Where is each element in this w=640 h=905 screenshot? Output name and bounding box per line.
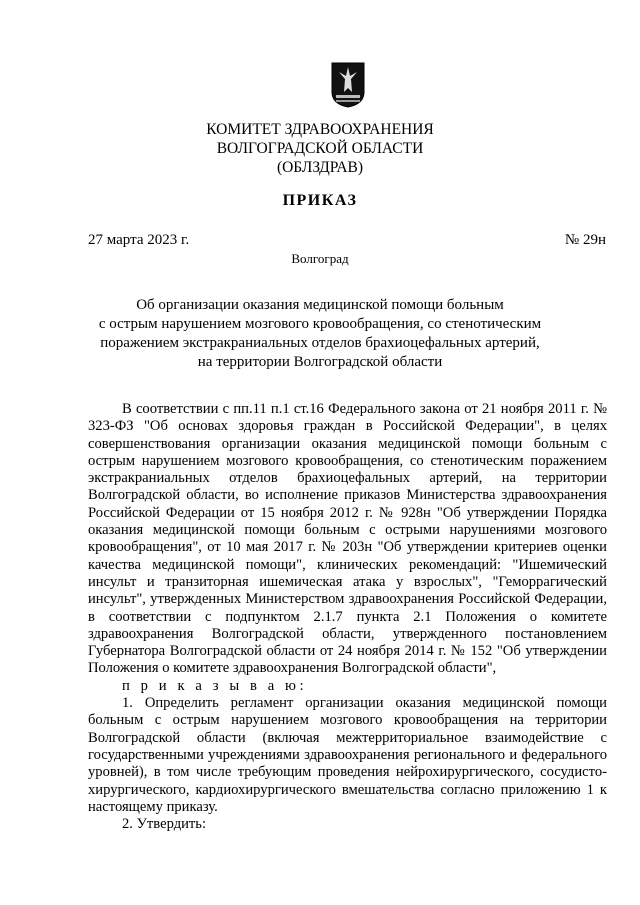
subject-line: Об организации оказания медицинской помощи больным xyxy=(136,297,504,313)
preamble-paragraph: В соответствии с пп.11 п.1 ст.16 Федерального закона от 21 ноября 2011 г. № 323-ФЗ "Об основах здоровья граждан в Российской Федерации", в целях совершенствования организации оказания медицинской помощи больным с острым нарушением мозгового кровообращения, со стенотическим поражением экстракраниальных отделов брахиоцефальных артерий, на территории Волгоградской области, во исполнение приказов Министерства здравоохранения Российской Федерации от 15 ноября 2012 г. № 928н "Об утверждении Порядка оказания медицинской помощи больным с острыми нарушениями мозгового кровообращения", от 10 мая 2017 г. № 203н "Об утверждении критериев оценки качества медицинской помощи", клинических рекомендаций: "Ишемический инсульт и транзиторная ишемическая атака у взрослых", "Геморрагический инсульт", утвержденных Министерством здравоохранения Российской Федерации, в соответствии с подпунктом 2.1.7 пункта 2.1 Положения о комитете здравоохранения Волгоградской области, утвержденного постановлением Губернатора Волгоградской области от 24 ноября 2014 г. № 152 "Об утверждении Положения о комитете здравоохранения Волгоградской области", xyxy=(88,401,607,677)
item-1-paragraph: 1. Определить регламент организации оказания медицинской помощи больным с острым нарушением мозгового кровообращения на территории Волгоградской области (включая межтерриториальное взаимодействие с государственными учреждениями здравоохранения регионального и федерального уровней), в том числе требующим проведения нейрохирургического, сосудисто-хирургического, кардиохирургического вмешательства согласно приложению 1 к настоящему приказу. xyxy=(88,695,607,815)
document-city: Волгоград xyxy=(291,251,349,266)
document-number: № 29н xyxy=(564,232,606,248)
document-type-title: ПРИКАЗ xyxy=(282,192,358,209)
org-name-line2: ВОЛГОГРАДСКОЙ ОБЛАСТИ xyxy=(216,140,424,157)
document-date: 27 марта 2023 г. xyxy=(88,232,190,248)
coat-of-arms-emblem xyxy=(331,62,365,108)
subject-line: на территории Волгоградской области xyxy=(197,354,443,370)
org-name-line1: КОМИТЕТ ЗДРАВООХРАНЕНИЯ xyxy=(206,121,434,138)
item-2-paragraph: 2. Утвердить: xyxy=(122,816,207,833)
order-word: п р и к а з ы в а ю: xyxy=(122,677,308,694)
subject-line: с острым нарушением мозгового кровообращения, со стенотическим xyxy=(98,316,542,332)
subject-line: поражением экстракраниальных отделов брахиоцефальных артерий, xyxy=(100,335,540,351)
org-name-line3: (ОБЛЗДРАВ) xyxy=(276,159,364,176)
document-body xyxy=(88,401,607,833)
